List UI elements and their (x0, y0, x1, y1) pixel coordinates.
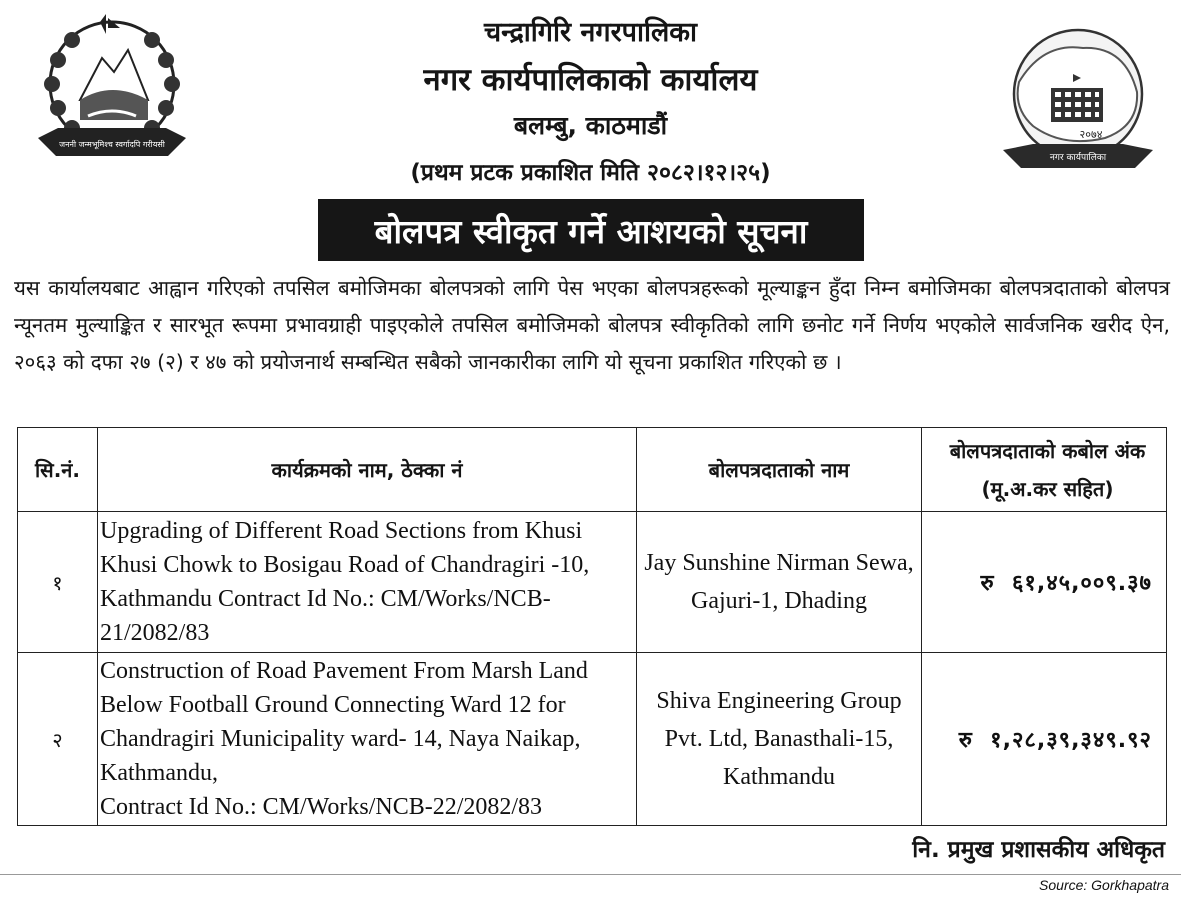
header-serial-no: सि.नं. (18, 428, 98, 512)
table-row (18, 653, 1167, 826)
source-credit: Source: Gorkhapatra (1039, 877, 1169, 893)
bid-acceptance-table (17, 427, 1167, 826)
row-program-name: Upgrading of Different Road Sections from Khusi Khusi Chowk to Bosigau Road of Chandragiri -10, Kathmandu Contract Id No.: CM/Works/NCB-21/2082/83 (98, 512, 637, 653)
emblem-left-motto: जननी जन्मभूमिश्च स्वर्गादपि गरीयसी (59, 140, 165, 149)
office-name: नगर कार्यपालिकाको कार्यालय (423, 62, 758, 98)
municipality-logo-icon (993, 22, 1163, 172)
signatory-title: नि. प्रमुख प्रशासकीय अधिकृत (912, 837, 1165, 863)
row-bid-amount: रु १,२८,३९,३४९.९२ (922, 653, 1167, 826)
notice-header (0, 0, 1181, 200)
header-bidder-name: बोलपत्रदाताको नाम (637, 428, 922, 512)
municipality-name: चन्द्रागिरि नगरपालिका (483, 17, 698, 48)
row-bidder-name: Jay Sunshine Nirman Sewa, Gajuri-1, Dhading (637, 512, 922, 653)
notice-body-paragraph: यस कार्यालयबाट आह्वान गरिएको तपसिल बमोजिमका बोलपत्रको लागि पेस भएका बोलपत्रहरूको मूल्याङ्कन हुँदा निम्न बमोजिमका बोलपत्रदाताको बोलपत्र न्यूनतम मुल्याङ्कित र सारभूत रूपमा प्रभावग्राही पाइएकोले तपसिल बमोजिमको बोलपत्र स्वीकृतिको लागि छनोट गर्ने निर्णय भएकोले सार्वजनिक खरीद ऐन, २०६३ को दफा २७ (२) र ४७ को प्रयोजनार्थ सम्बन्धित सबैको जानकारीका लागि यो सूचना प्रकाशित गरिएको छ । (14, 276, 1170, 374)
footer-divider (0, 874, 1181, 875)
logo-year: २०७४ (1079, 128, 1103, 141)
table-row (18, 512, 1167, 653)
header-program-name: कार्यक्रमको नाम, ठेक्का नं (98, 428, 637, 512)
row-serial-no: १ (18, 512, 98, 653)
row-program-name: Construction of Road Pavement From Marsh Land Below Football Ground Connecting Ward 12 for Chandragiri Municipality ward- 14, Naya Naikap, Kathmandu, Contract Id No.: CM/Works/NCB-22/2082/83 (98, 653, 637, 826)
notice-title: बोलपत्र स्वीकृत गर्ने आशयको सूचना (318, 199, 864, 261)
logo-ribbon: नगर कार्यपालिका (1049, 153, 1107, 163)
first-publication-date: (प्रथम प्रटक प्रकाशित मिति २०८२।१२।२५) (410, 160, 771, 186)
office-address: बलम्बु, काठमाडौं (513, 111, 668, 140)
row-serial-no: २ (18, 653, 98, 826)
row-bid-amount: रु ६१,४५,००९.३७ (922, 512, 1167, 653)
row-bidder-name: Shiva Engineering Group Pvt. Ltd, Banasthali-15, Kathmandu (637, 653, 922, 826)
table-header-row (18, 428, 1167, 512)
header-bid-amount: बोलपत्रदाताको कबोल अंक (मू.अ.कर सहित) (922, 428, 1167, 512)
